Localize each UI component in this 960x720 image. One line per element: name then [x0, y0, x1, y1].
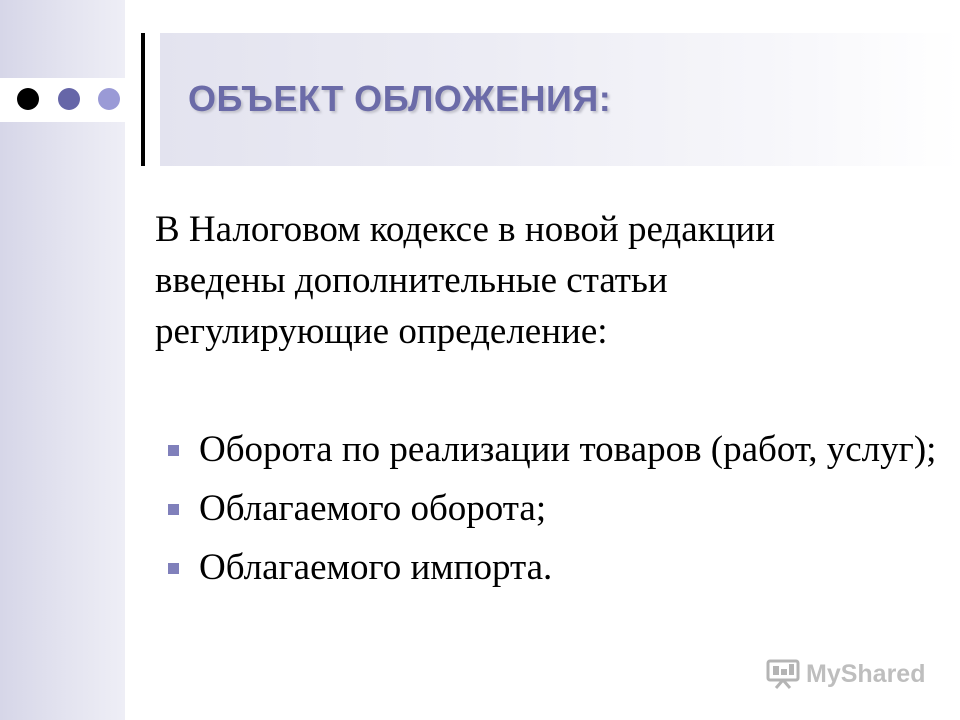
watermark [766, 656, 925, 692]
bullet-text: Оборота по реализации товаров (работ, услуг); [199, 429, 937, 470]
presentation-screen-icon [766, 659, 800, 689]
bullet-list [168, 425, 948, 602]
bullet-text: Облагаемого оборота; [199, 488, 547, 529]
bullet-item [168, 484, 948, 534]
intro-line-1: В Налоговом кодексе в новой редакции [155, 209, 776, 250]
decor-dot-purple [58, 88, 80, 110]
square-bullet-icon [168, 445, 179, 456]
bullet-item [168, 543, 948, 593]
title-divider [141, 33, 145, 166]
slide-title: ОБЪЕКТ ОБЛОЖЕНИЯ: [188, 78, 612, 119]
intro-paragraph [155, 204, 935, 357]
bullet-text: Облагаемого импорта. [199, 547, 553, 588]
decor-dot-black [17, 88, 39, 110]
decor-dot-lavender [98, 88, 120, 110]
intro-line-3: регулирующие определение: [155, 311, 608, 352]
bullet-item [168, 425, 948, 475]
square-bullet-icon [168, 504, 179, 515]
square-bullet-icon [168, 563, 179, 574]
watermark-text: MyShared [806, 659, 926, 688]
intro-line-2: введены дополнительные статьи [155, 260, 668, 301]
